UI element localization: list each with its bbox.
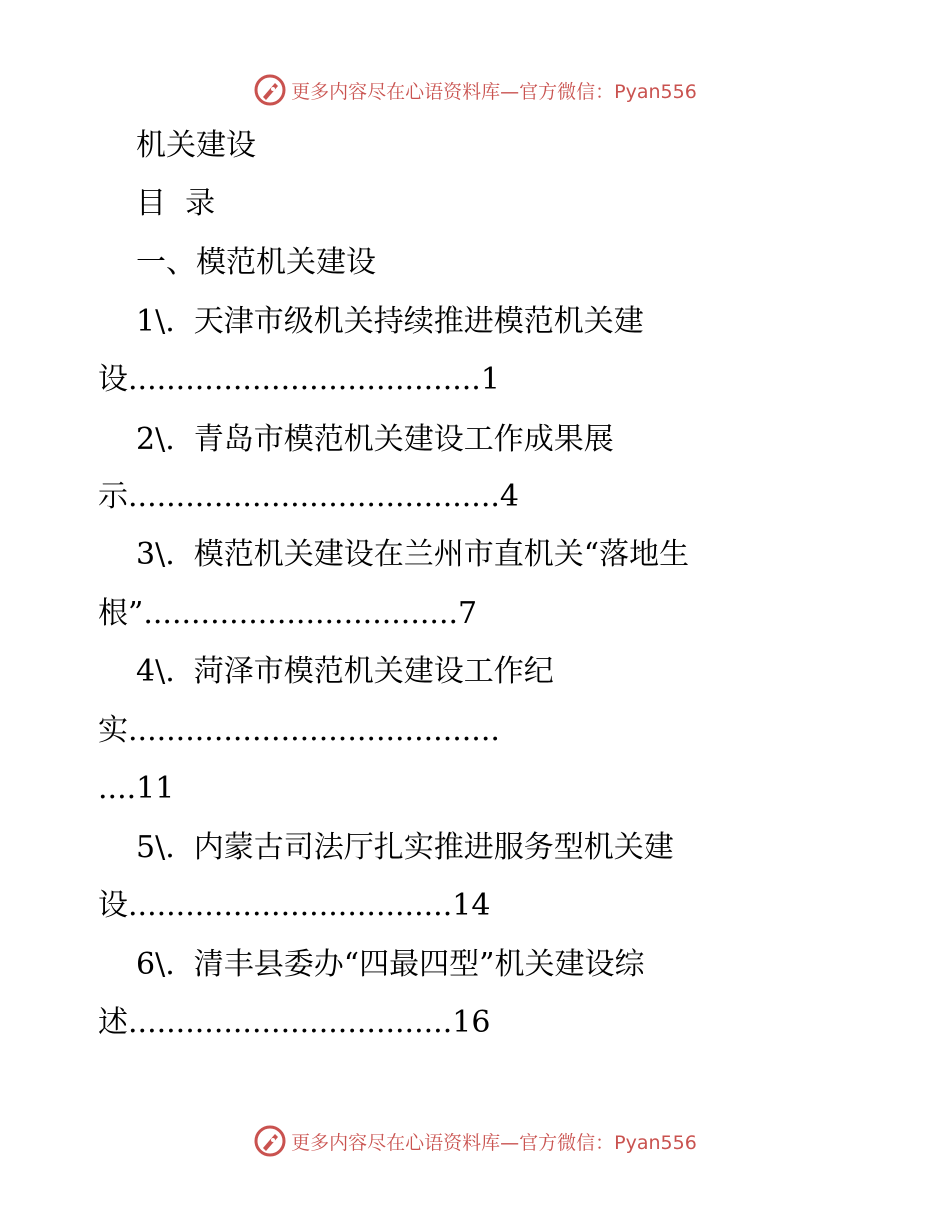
pen-nib-seal-icon [253, 73, 287, 107]
section-heading: 一、模范机关建设 [136, 245, 376, 280]
toc-entry-2-title: 2\. 青岛市模范机关建设工作成果展 [136, 422, 614, 457]
toc-entry-6-title: 6\. 清丰县委办“四最四型”机关建设综 [136, 947, 645, 982]
toc-entry-4-page: ....11 [98, 771, 175, 806]
watermark-footer [0, 1121, 950, 1161]
toc-entry-1-leader: 设.....................................1 [98, 362, 500, 397]
toc-entry-4-leader: 实....................................... [98, 713, 500, 748]
doc-title: 机关建设 [136, 128, 256, 163]
toc-entry-5-leader: 设..................................14 [98, 888, 491, 923]
toc-entry-3-title: 3\. 模范机关建设在兰州市直机关“落地生 [136, 537, 690, 572]
pen-nib-seal-icon [253, 1124, 287, 1158]
toc-entry-1-title: 1\. 天津市级机关持续推进模范机关建 [136, 304, 644, 339]
watermark-text: 更多内容尽在心语资料库—官方微信：Pyan556 [291, 1131, 697, 1154]
toc-entry-4-title: 4\. 菏泽市模范机关建设工作纪 [136, 654, 554, 689]
toc-entry-5-title: 5\. 内蒙古司法厅扎实推进服务型机关建 [136, 830, 674, 865]
toc-entry-6-leader: 述..................................16 [98, 1005, 491, 1040]
watermark-header [0, 70, 950, 110]
toc-entry-3-leader: 根”.................................7 [98, 596, 478, 631]
watermark-text: 更多内容尽在心语资料库—官方微信：Pyan556 [291, 80, 697, 103]
toc-heading: 目 录 [136, 186, 216, 221]
toc-entry-2-leader: 示.......................................4 [98, 479, 519, 514]
